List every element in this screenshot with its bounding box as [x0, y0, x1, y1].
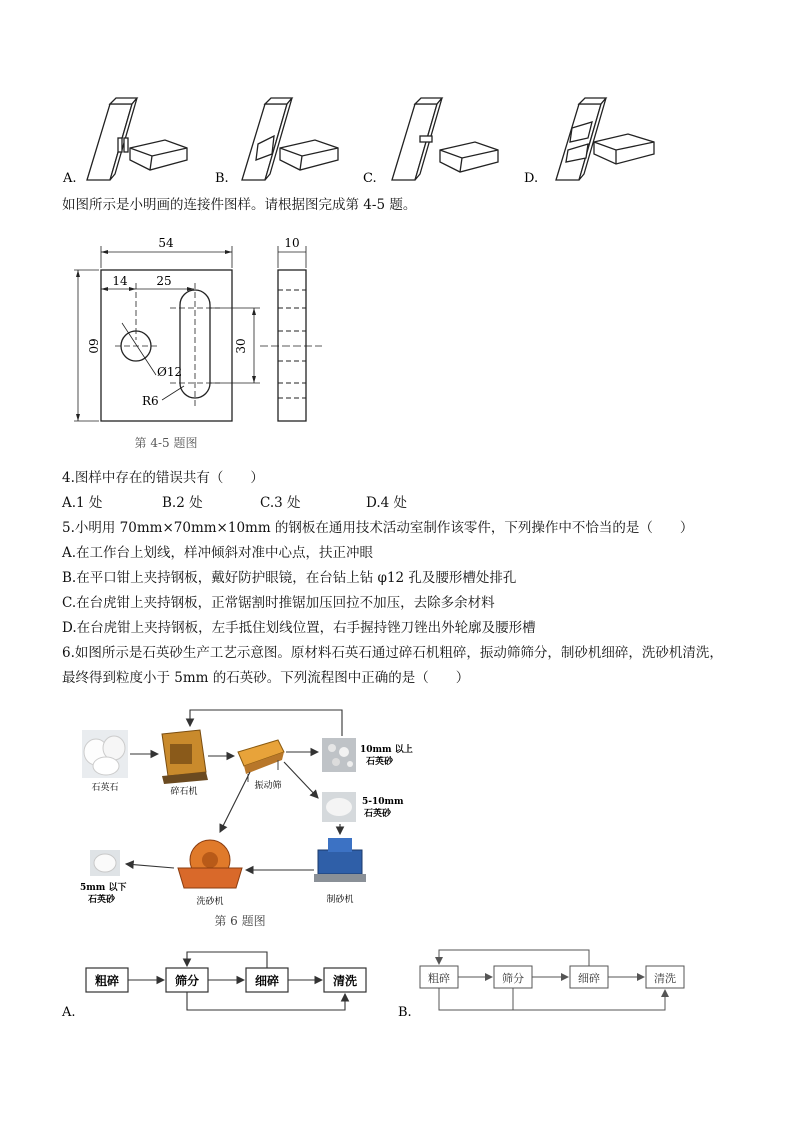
sand-over10-image: [322, 738, 356, 772]
q4-option-c: C.3 处: [260, 495, 301, 511]
label-sand-washer: 洗砂机: [196, 897, 224, 907]
flow-b-node-4-label: 清洗: [654, 972, 676, 985]
q5-option-b: B.在平口钳上夹持钢板，戴好防护眼镜，在台钻上钻 φ12 孔及腰形槽处排孔: [62, 570, 517, 586]
vibrating-screen-image: [238, 740, 284, 782]
r6-label: R6: [142, 394, 159, 408]
flow-option-a: [60, 940, 380, 1022]
flow-a-node-4-label: 清洗: [332, 974, 358, 988]
sand-washer-image: [178, 840, 242, 888]
q5-option-a: A.在工作台上划线，样冲倾斜对准中心点，扶正冲眼: [62, 545, 374, 561]
q3-figure-c: [392, 98, 498, 180]
q5-option-d: D.在台虎钳上夹持钢板，左手抵住划线位置，右手握持锉刀锉出外轮廓及腰形槽: [62, 620, 536, 636]
dim-10: 10: [284, 236, 300, 250]
label-mid-line1: 5-10mm: [362, 797, 404, 807]
q4-option-b: B.2 处: [162, 495, 203, 511]
label-mid-line2: 石英砂: [364, 809, 392, 819]
quartz-stone-image: [82, 730, 128, 778]
flow-b-node-2-label: 筛分: [502, 972, 524, 985]
flow-b-node-3-label: 细碎: [578, 972, 600, 985]
q4-stem: 4.图样中存在的错误共有（ ）: [62, 470, 264, 486]
sand-5-10-image: [322, 792, 356, 822]
dim-54: 54: [158, 236, 174, 250]
crusher-image: [162, 730, 208, 784]
flow-a-node-3-label: 细碎: [254, 974, 280, 988]
fig6-caption: 第 6 题图: [214, 914, 266, 928]
intro-45-text: 如图所示是小明画的连接件图样。请根据图完成第 4-5 题。: [62, 197, 417, 213]
q5-option-c: C.在台虎钳上夹持钢板，正常锯割时推锯加压回拉不加压，去除多余材料: [62, 595, 495, 611]
fig45-caption: 第 4-5 题图: [134, 436, 198, 450]
label-under5-line2: 石英砂: [88, 895, 116, 905]
label-over10-line2: 石英砂: [366, 757, 394, 767]
sand-maker-image: [314, 838, 366, 882]
q6-stem-line2: 最终得到粒度小于 5mm 的石英砂。下列流程图中正确的是（ ）: [62, 670, 470, 686]
dia-12: Ø12: [157, 365, 183, 379]
dim-60: 60: [86, 338, 100, 354]
q3-label-b: B.: [215, 171, 229, 186]
q4-option-a: A.1 处: [62, 495, 103, 511]
fig45-drawing: [60, 228, 340, 458]
label-over10-line1: 10mm 以上: [360, 745, 413, 755]
sand-under5-image: [90, 850, 120, 876]
flow-option-b: [396, 940, 696, 1022]
q3-option-figures: [60, 92, 680, 192]
dim-30: 30: [234, 338, 248, 354]
fig6-arrows: [126, 710, 342, 870]
label-sand-maker: 制砂机: [326, 895, 354, 905]
q3-label-d: D.: [524, 171, 539, 186]
dim-14: 14: [112, 274, 128, 288]
q3-figure-b: [242, 98, 338, 180]
flow-b-arrows: [439, 950, 665, 1010]
label-vibrating-screen: 振动筛: [254, 781, 282, 791]
q3-label-a: A.: [63, 171, 77, 186]
flow-b-node-1-label: 粗碎: [428, 972, 450, 985]
flow-a-node-2-label: 筛分: [174, 974, 200, 988]
label-crusher: 碎石机: [170, 787, 198, 797]
q3-figure-a: [87, 98, 187, 180]
fig6-illustration: [70, 700, 430, 932]
label-under5-line1: 5mm 以下: [80, 883, 127, 893]
q5-stem: 5.小明用 70mm×70mm×10mm 的钢板在通用技术活动室制作该零件，下列操作中不恰当的是（ ）: [62, 520, 694, 536]
dim-25: 25: [156, 274, 172, 288]
q6-stem-line1: 6.如图所示是石英砂生产工艺示意图。原材料石英石通过碎石机粗碎，振动筛筛分，制砂机细碎，洗砂机清洗，: [62, 645, 723, 661]
flow-a-label: A.: [62, 1005, 76, 1020]
flow-b-label: B.: [398, 1005, 412, 1020]
flow-a-node-1-label: 粗碎: [94, 974, 120, 988]
flow-a-arrows: [128, 952, 345, 1010]
label-quartz-stone: 石英石: [91, 783, 119, 793]
q3-label-c: C.: [363, 171, 377, 186]
q4-option-d: D.4 处: [366, 495, 408, 511]
side-hidden-lines: [278, 290, 306, 398]
q3-figure-d: [556, 98, 654, 180]
